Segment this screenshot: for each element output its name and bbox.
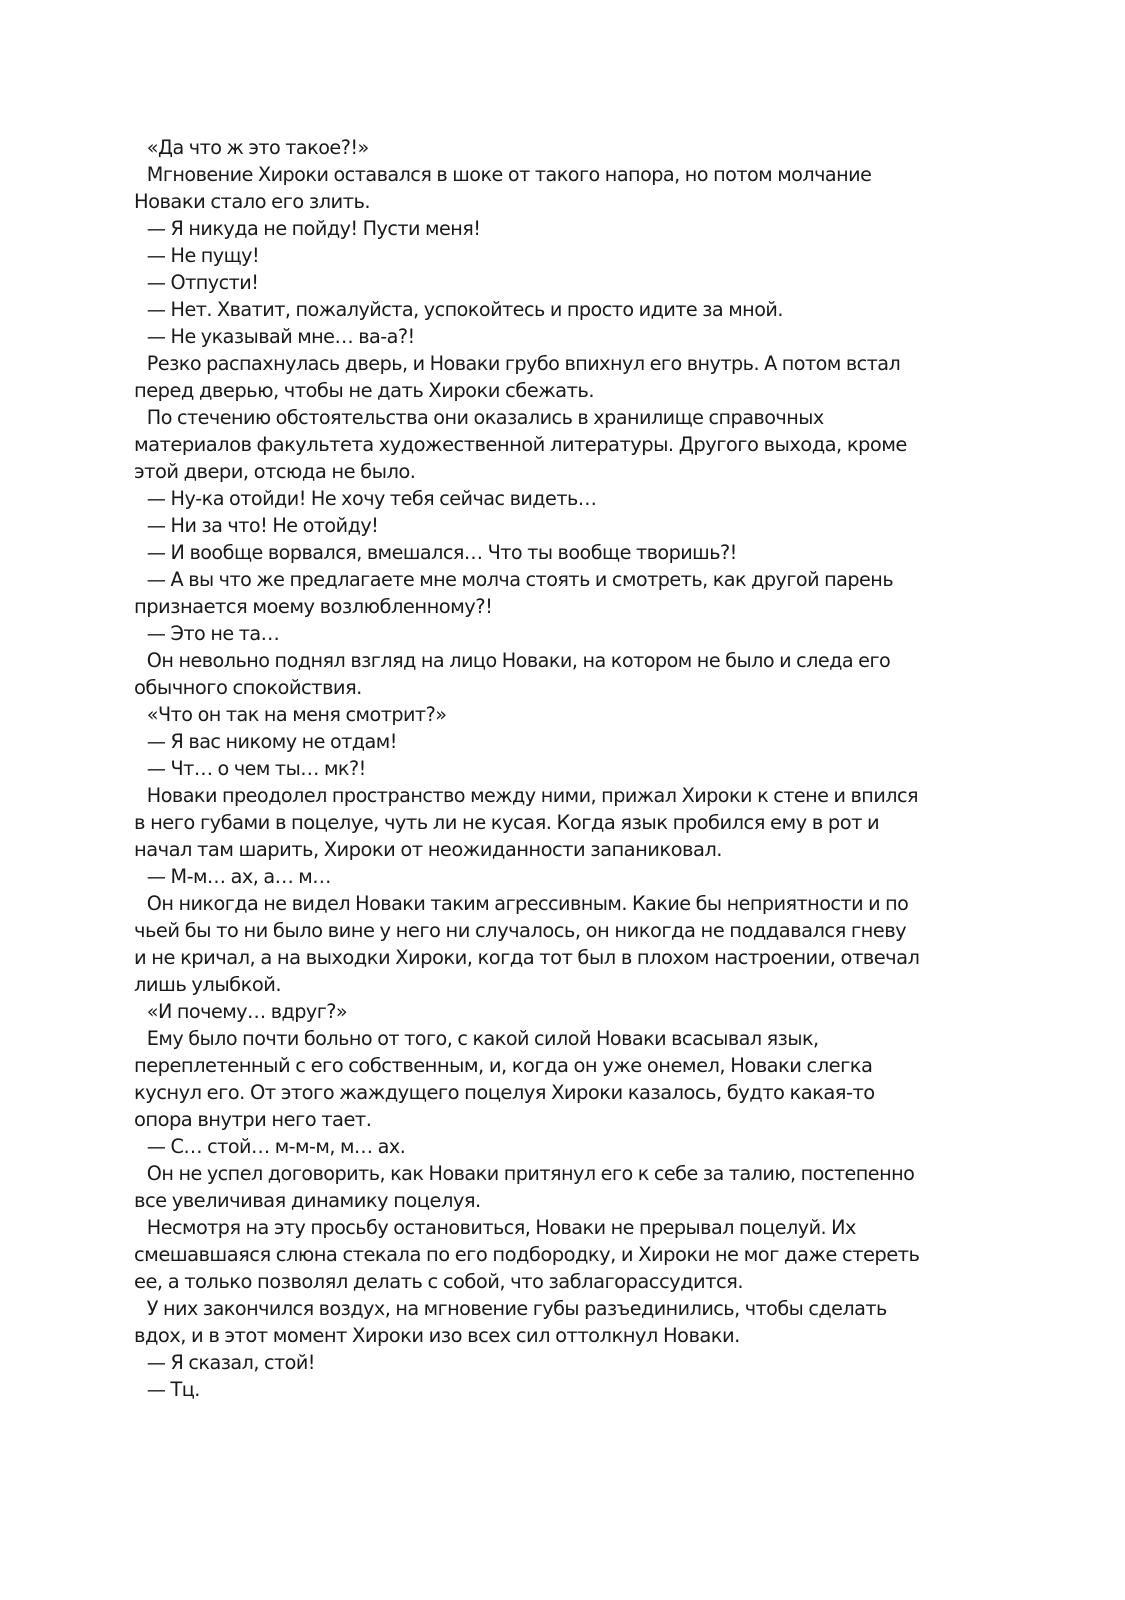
paragraph (134, 782, 974, 863)
text-line: обычного спокойствия. (134, 676, 362, 699)
text-line: Мгновение Хироки оставался в шоке от такого напора, но потом молчание (146, 163, 872, 186)
text-line: — А вы что же предлагаете мне молча стоять и смотреть, как другой парень (146, 568, 894, 591)
paragraph (134, 755, 974, 782)
text-line: Он никогда не видел Новаки таким агрессивным. Какие бы неприятности и по (146, 892, 909, 915)
paragraph (134, 1133, 974, 1160)
text-line: материалов факультета художественной литературы. Другого выхода, кроме (134, 433, 907, 456)
text-line: — Не пущу! (146, 244, 260, 267)
text-line: Новаки преодолел пространство между ними, прижал Хироки к стене и впился (146, 784, 919, 807)
paragraph (134, 620, 974, 647)
text-line: переплетенный с его собственным, и, когда он уже онемел, Новаки слегка (134, 1054, 873, 1077)
paragraph (134, 863, 974, 890)
text-line: — И вообще ворвался, вмешался… Что ты вообще творишь?! (146, 541, 737, 564)
text-line: ее, а только позволял делать с собой, что заблагорассудится. (134, 1270, 743, 1293)
paragraph (134, 512, 974, 539)
text-line: — Я вас никому не отдам! (146, 730, 397, 753)
text-line: и не кричал, а на выходки Хироки, когда тот был в плохом настроении, отвечал (134, 946, 920, 969)
text-line: этой двери, отсюда не было. (134, 460, 416, 483)
paragraph (134, 890, 974, 998)
text-line: «Да что ж это такое?!» (146, 136, 369, 159)
text-line: Он не успел договорить, как Новаки притянул его к себе за талию, постепенно (146, 1162, 915, 1185)
text-line: вдох, и в этот момент Хироки изо всех сил оттолкнул Новаки. (134, 1324, 740, 1347)
text-line: — Нет. Хватит, пожалуйста, успокойтесь и просто идите за мной. (146, 298, 783, 321)
text-line: «И почему… вдруг?» (146, 1000, 348, 1023)
text-line: — Не указывай мне… ва-а?! (146, 325, 415, 348)
text-line: лишь улыбкой. (134, 973, 282, 996)
paragraph (134, 1349, 974, 1376)
paragraph (134, 134, 974, 161)
paragraph (134, 647, 974, 701)
text-line: все увеличивая динамику поцелуя. (134, 1189, 481, 1212)
text-line: чьей бы то ни было вине у него ни случалось, он никогда не поддавался гневу (134, 919, 907, 942)
text-line: Ему было почти больно от того, с какой силой Новаки всасывал язык, (146, 1027, 819, 1050)
text-line: — М-м… ах, а… м… (146, 865, 331, 888)
paragraph (134, 215, 974, 242)
paragraph (134, 323, 974, 350)
text-line: в него губами в поцелуе, чуть ли не кусая. Когда язык пробился ему в рот и (134, 811, 880, 834)
text-line: Он невольно поднял взгляд на лицо Новаки, на котором не было и следа его (146, 649, 891, 672)
document-page (134, 134, 974, 1403)
paragraph (134, 728, 974, 755)
text-line: — Ну-ка отойди! Не хочу тебя сейчас видеть… (146, 487, 597, 510)
text-line: Новаки стало его злить. (134, 190, 371, 213)
paragraph (134, 1025, 974, 1133)
text-line: признается моему возлюбленному?! (134, 595, 493, 618)
paragraph (134, 242, 974, 269)
paragraph (134, 485, 974, 512)
text-line: Резко распахнулась дверь, и Новаки грубо впихнул его внутрь. А потом встал (146, 352, 901, 375)
text-line: — Отпусти! (146, 271, 259, 294)
text-line: — Чт… о чем ты… мк?! (146, 757, 366, 780)
paragraph (134, 404, 974, 485)
paragraph (134, 998, 974, 1025)
paragraph (134, 1295, 974, 1349)
text-line: — Это не та… (146, 622, 280, 645)
paragraph (134, 701, 974, 728)
paragraph (134, 269, 974, 296)
text-line: смешавшаяся слюна стекала по его подбородку, и Хироки не мог даже стереть (134, 1243, 920, 1266)
text-line: — Я никуда не пойду! Пусти меня! (146, 217, 481, 240)
text-line: перед дверью, чтобы не дать Хироки сбежать. (134, 379, 594, 402)
text-line: опора внутри него тает. (134, 1108, 372, 1131)
text-line: По стечению обстоятельства они оказались в хранилище справочных (146, 406, 824, 429)
text-line: — Ни за что! Не отойду! (146, 514, 379, 537)
text-line: Несмотря на эту просьбу остановиться, Новаки не прерывал поцелуй. Их (146, 1216, 856, 1239)
paragraph (134, 1376, 974, 1403)
text-line: — Тц. (146, 1378, 200, 1401)
text-line: «Что он так на меня смотрит?» (146, 703, 447, 726)
paragraph (134, 350, 974, 404)
paragraph (134, 566, 974, 620)
paragraph (134, 1214, 974, 1295)
paragraph (134, 539, 974, 566)
paragraph (134, 161, 974, 215)
text-line: начал там шарить, Хироки от неожиданности запаниковал. (134, 838, 722, 861)
text-line: — Я сказал, стой! (146, 1351, 315, 1374)
text-line: куснул его. От этого жаждущего поцелуя Хироки казалось, будто какая-то (134, 1081, 875, 1104)
text-line: — С… стой… м-м-м, м… ах. (146, 1135, 406, 1158)
paragraph (134, 296, 974, 323)
paragraph (134, 1160, 974, 1214)
text-line: У них закончился воздух, на мгновение губы разъединились, чтобы сделать (146, 1297, 887, 1320)
